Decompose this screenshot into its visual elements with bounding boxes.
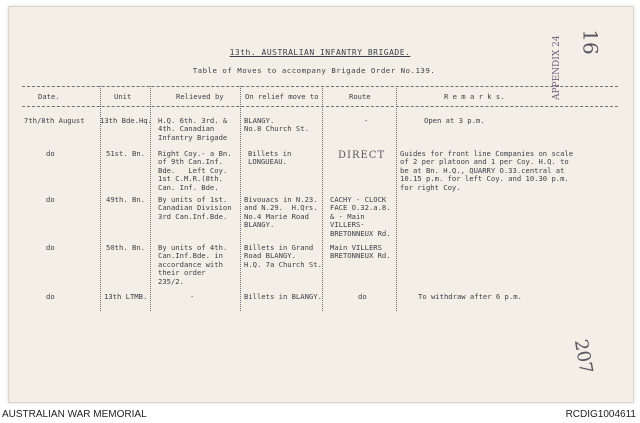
cell-remarks: Guides for front line Companies on scale of 2 per platoon and 1 per Coy. H.Q. to be at Bn. H.Q., QUARRY O.33.central at 10.15 p.m. for left Coy. and 10.30 p.m. for right Coy. xyxy=(400,149,574,192)
cell-relieved: H.Q. 6th. 3rd. & 4th. Canadian Infantry Brigade xyxy=(158,116,228,142)
cell-unit: 51st. Bn. xyxy=(106,149,145,158)
cell-move: Billets in BLANGY. xyxy=(244,292,322,301)
column-divider xyxy=(240,86,241,311)
cell-relieved: Right Coy.- a Bn. of 9th Can.Inf. Bde. Left Coy. 1st C.M.R.(8th. Can. Inf. Bde. xyxy=(158,149,232,192)
table-top-rule xyxy=(22,86,618,87)
column-divider xyxy=(396,86,397,311)
table-header-rule xyxy=(22,106,618,107)
footer-institution: AUSTRALIAN WAR MEMORIAL xyxy=(2,409,147,420)
handwritten-number-bottom: 207 xyxy=(569,337,597,376)
cell-unit: 49th. Bn. xyxy=(106,195,145,204)
cell-date: do xyxy=(46,149,55,158)
footer-record-id: RCDIG1004611 xyxy=(565,409,636,420)
cell-move: Bivouacs in N.23. and N.29. H.Qrs. No.4 Marie Road BLANGY. xyxy=(244,195,318,230)
cell-route: do xyxy=(358,292,367,301)
cell-remarks: Open at 3 p.m. xyxy=(424,116,485,125)
col-header-relieved: Relieved by xyxy=(176,92,224,101)
col-header-unit: Unit xyxy=(114,92,132,101)
handwritten-number-top: 16 xyxy=(578,29,603,55)
cell-route: Main VILLERS BRETONNEUX Rd. xyxy=(330,243,391,261)
handwritten-appendix: APPENDIX 24 xyxy=(552,35,562,100)
cell-route: - xyxy=(364,116,369,125)
cell-unit: 13th LTMB. xyxy=(104,292,148,301)
cell-move: Billets in Grand Road BLANGY. H.Q. 7a Church St. xyxy=(244,243,322,269)
cell-date: do xyxy=(46,243,55,252)
cell-relieved: - xyxy=(190,292,195,301)
cell-date: do xyxy=(46,195,55,204)
cell-relieved: By units of 1st. Canadian Division 3rd Can.Inf.Bde. xyxy=(158,195,232,221)
document-subtitle: Table of Moves to accompany Brigade Order No.139. xyxy=(192,66,436,75)
cell-date: do xyxy=(46,292,55,301)
cell-unit: 50th. Bn. xyxy=(106,243,145,252)
cell-move: Billets in LONGUEAU. xyxy=(248,149,292,167)
cell-relieved: By units of 4th. Can.Inf.Bde. in accordance with their order 235/2. xyxy=(158,243,228,286)
col-header-route: Route xyxy=(349,92,371,101)
cell-remarks: To withdraw after 6 p.m. xyxy=(418,292,522,301)
document-title: 13th. AUSTRALIAN INFANTRY BRIGADE. xyxy=(229,48,411,57)
cell-unit: 13th Bde.Hq. xyxy=(100,116,152,125)
col-header-date: Date. xyxy=(38,92,60,101)
col-header-move: On relief move to xyxy=(245,92,319,101)
cell-date: 7th/8th August xyxy=(24,116,85,125)
cell-move: BLANGY. No.8 Church St. xyxy=(244,116,309,134)
handwritten-direct: DIRECT xyxy=(338,150,386,161)
cell-route: CACHY - CLOCK FACE O.32.a.8. & - Main VILLERS- BRETONNEUX Rd. xyxy=(330,195,391,238)
column-divider xyxy=(322,86,323,311)
col-header-remarks: R e m a r k s. xyxy=(444,92,505,101)
